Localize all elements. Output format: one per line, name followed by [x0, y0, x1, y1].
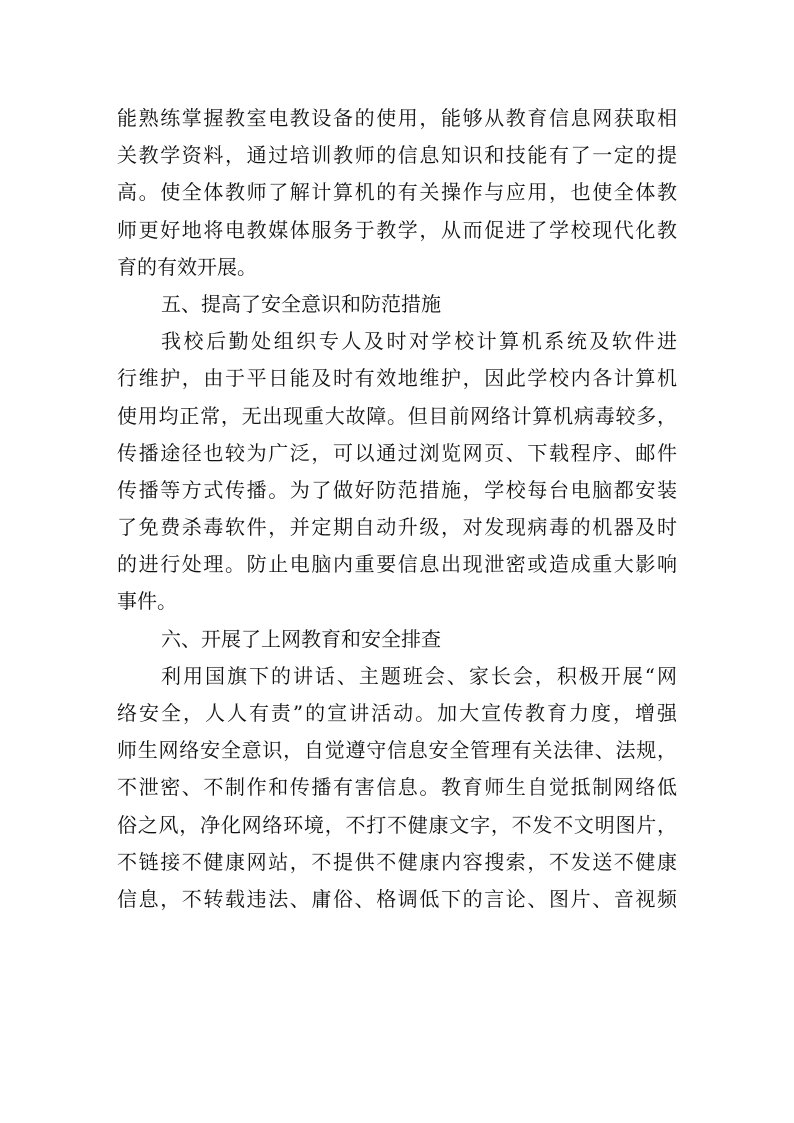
text-line: 事件。 [117, 589, 177, 614]
text-line: 育的有效开展。 [117, 254, 257, 279]
text-line: 高。使全体教师了解计算机的有关操作与应用，也使全体教 [117, 180, 677, 205]
text-line: 传播等方式传播。为了做好防范措施，学校每台电脑都安装 [117, 477, 677, 502]
text-line: 师更好地将电教媒体服务于教学，从而促进了学校现代化教 [117, 217, 677, 242]
text-line: 不泄密、不制作和传播有害信息。教育师生自觉抵制网络低 [117, 775, 677, 800]
text-line: 的进行处理。防止电脑内重要信息出现泄密或造成重大影响 [117, 552, 677, 577]
section-heading: 五、提高了安全意识和防范措施 [161, 291, 441, 316]
text-line: 了免费杀毒软件，并定期自动升级，对发现病毒的机器及时 [117, 515, 677, 540]
text-line: 使用均正常，无出现重大故障。但目前网络计算机病毒较多， [117, 403, 677, 428]
text-line: 传播途径也较为广泛，可以通过浏览网页、下载程序、邮件 [117, 440, 677, 465]
section-heading: 六、开展了上网教育和安全排查 [161, 626, 441, 651]
text-line: 关教学资料，通过培训教师的信息知识和技能有了一定的提 [117, 143, 677, 168]
text-line: 络安全，人人有责”的宣讲活动。加大宣传教育力度，增强 [117, 701, 677, 725]
text-line: 我校后勤处组织专人及时对学校计算机系统及软件进 [161, 329, 677, 354]
text-line: 利用国旗下的讲话、主题班会、家长会，积极开展“网 [161, 663, 677, 688]
text-line: 行维护，由于平日能及时有效地维护，因此学校内各计算机 [117, 366, 677, 391]
text-line: 不链接不健康网站，不提供不健康内容搜索，不发送不健康 [117, 849, 677, 874]
body-text [117, 100, 677, 918]
text-line: 俗之风，净化网络环境，不打不健康文字，不发不文明图片， [117, 812, 677, 837]
text-line: 信息，不转载违法、庸俗、格调低下的言论、图片、音视频 [117, 886, 677, 911]
text-line: 师生网络安全意识，自觉遵守信息安全管理有关法律、法规， [117, 738, 677, 763]
text-line: 能熟练掌握教室电教设备的使用，能够从教育信息网获取相 [117, 106, 677, 130]
